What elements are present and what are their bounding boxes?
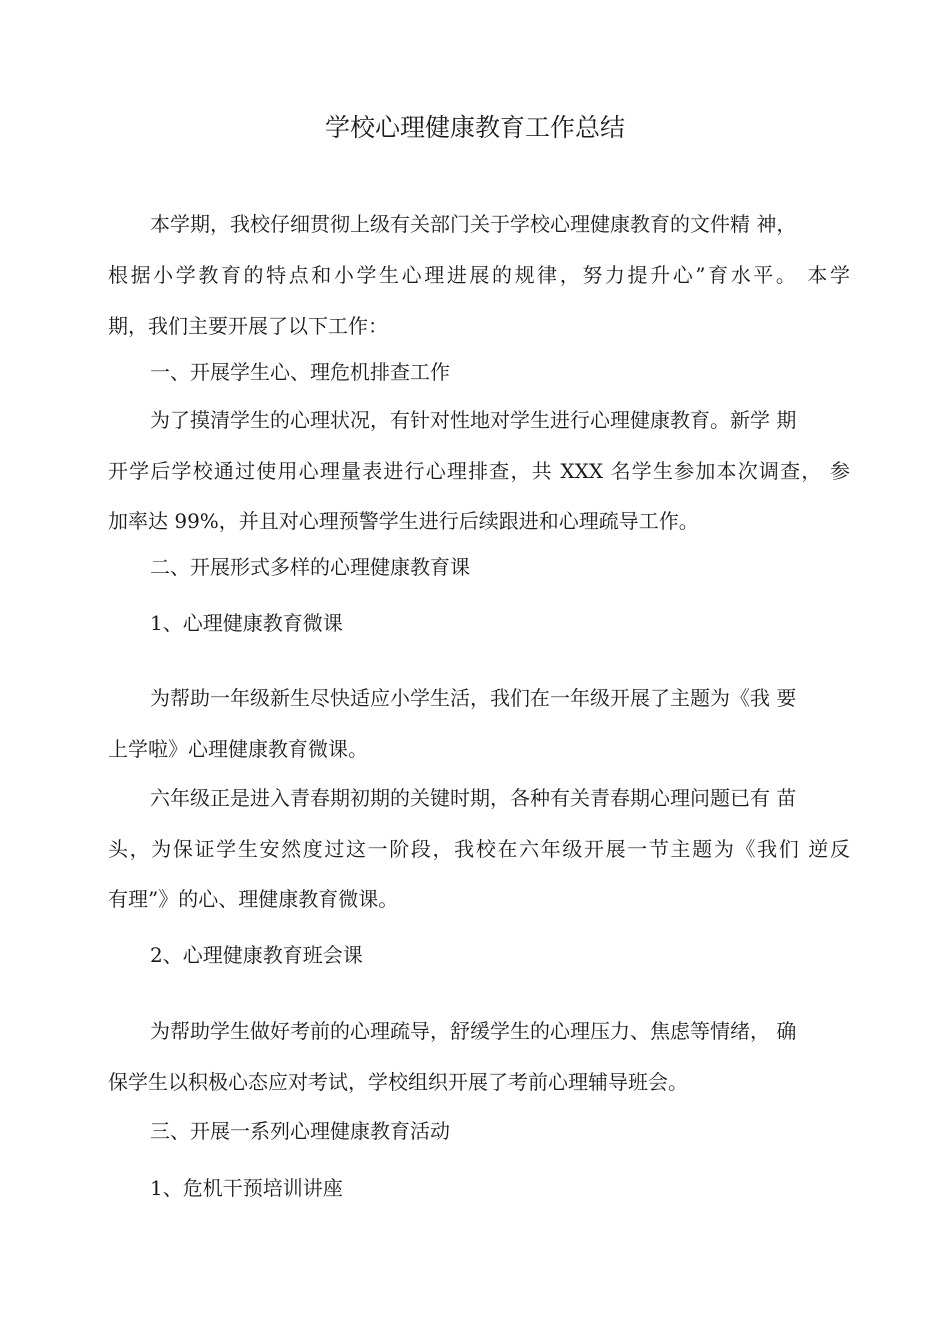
section-1-heading: 一、开展学生心、理危机排查工作: [150, 360, 450, 384]
section-2-heading: 二、开展形式多样的心理健康教育课: [150, 555, 470, 579]
section-1-line-2: 开学后学校通过使用心理量表进行心理排查，共 XXX 名学生参加本次调查， 参: [108, 459, 850, 483]
section-1-line-1: 为了摸清学生的心理状况，有针对性地对学生进行心理健康教育。新学 期: [150, 408, 797, 432]
document-title: 学校心理健康教育工作总结: [324, 113, 625, 142]
section-3-heading: 三、开展一系列心理健康教育活动: [150, 1119, 450, 1143]
paragraph-exam-line-1: 为帮助学生做好考前的心理疏导，舒缓学生的心理压力、焦虑等情绪， 确: [150, 1019, 797, 1043]
section-1-line-3: 加率达 99%，并且对心理预警学生进行后续跟进和心理疏导工作。: [108, 509, 699, 533]
subsection-2-1-heading: 1、心理健康教育微课: [150, 611, 343, 635]
intro-line-3: 期，我们主要开展了以下工作：: [108, 314, 388, 338]
intro-line-2: 根据小学教育的特点和小学生心理进展的规律，努力提升心”育水平。 本学: [108, 263, 850, 287]
subsection-3-1-heading: 1、危机干预培训讲座: [150, 1176, 343, 1200]
paragraph-grade6-line-1: 六年级正是进入青春期初期的关键时期，各种有关青春期心理问题已有 苗: [150, 786, 797, 810]
intro-line-1: 本学期，我校仔细贯彻上级有关部门关于学校心理健康教育的文件精 神，: [150, 212, 797, 236]
paragraph-grade1-line-2: 上学啦》心理健康教育微课。: [108, 737, 368, 761]
paragraph-exam-line-2: 保学生以积极心态应对考试，学校组织开展了考前心理辅导班会。: [108, 1070, 688, 1094]
paragraph-grade1-line-1: 为帮助一年级新生尽快适应小学生活，我们在一年级开展了主题为《我 要: [150, 686, 797, 710]
paragraph-grade6-line-3: 有理”》的心、理健康教育微课。: [108, 887, 399, 911]
subsection-2-2-heading: 2、心理健康教育班会课: [150, 943, 363, 967]
paragraph-grade6-line-2: 头，为保证学生安然度过这一阶段，我校在六年级开展一节主题为《我们 逆反: [108, 837, 850, 861]
